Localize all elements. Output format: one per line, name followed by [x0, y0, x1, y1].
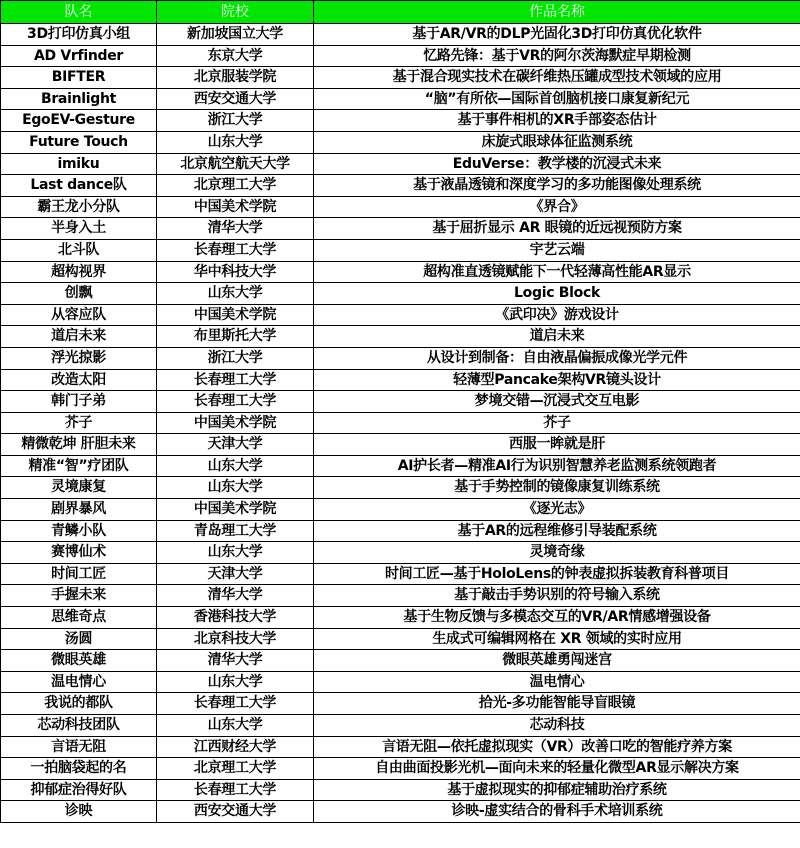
- cell-work: 基于AR的远程维修引导装配系统: [314, 520, 800, 542]
- cell-school: 香港科技大学: [157, 607, 314, 629]
- cell-school: 华中科技大学: [157, 261, 314, 283]
- cell-school: 北京航空航天大学: [157, 153, 314, 175]
- cell-school: 中国美术学院: [157, 196, 314, 218]
- cell-team: Last dance队: [1, 175, 157, 197]
- cell-team: 从容应队: [1, 304, 157, 326]
- cell-team: 抑郁症治得好队: [1, 779, 157, 801]
- cell-school: 北京理工大学: [157, 758, 314, 780]
- cell-work: 基于AR/VR的DLP光固化3D打印仿真优化软件: [314, 24, 800, 46]
- cell-team: 韩门子弟: [1, 391, 157, 413]
- table-row: [1, 88, 800, 110]
- table-row: [1, 239, 800, 261]
- header-work: 作品名称: [314, 1, 800, 24]
- cell-work: 基于液晶透镜和深度学习的多功能图像处理系统: [314, 175, 800, 197]
- table-row: [1, 261, 800, 283]
- table-row: [1, 434, 800, 456]
- table-row: [1, 24, 800, 46]
- cell-team: 我说的都队: [1, 693, 157, 715]
- cell-work: 灵境奇缘: [314, 542, 800, 564]
- table-row: [1, 715, 800, 737]
- table-row: [1, 67, 800, 89]
- cell-team: 精准“智”疗团队: [1, 455, 157, 477]
- table-row: [1, 283, 800, 305]
- cell-school: 中国美术学院: [157, 304, 314, 326]
- cell-school: 西安交通大学: [157, 88, 314, 110]
- cell-school: 长春理工大学: [157, 239, 314, 261]
- table-row: [1, 563, 800, 585]
- cell-team: AD Vrfinder: [1, 45, 157, 67]
- cell-work: 芥子: [314, 412, 800, 434]
- cell-work: 自由曲面投影光机—面向未来的轻量化微型AR显示解决方案: [314, 758, 800, 780]
- cell-team: 思维奇点: [1, 607, 157, 629]
- table-row: [1, 628, 800, 650]
- table-row: [1, 542, 800, 564]
- cell-team: Brainlight: [1, 88, 157, 110]
- table-row: [1, 110, 800, 132]
- cell-team: 北斗队: [1, 239, 157, 261]
- table-row: [1, 196, 800, 218]
- cell-team: 手握未来: [1, 585, 157, 607]
- cell-work: 基于敲击手势识别的符号输入系统: [314, 585, 800, 607]
- table-row: [1, 585, 800, 607]
- cell-team: 创飘: [1, 283, 157, 305]
- header-school: 院校: [157, 1, 314, 24]
- table-body: [1, 24, 800, 823]
- table-row: [1, 801, 800, 823]
- table-row: [1, 455, 800, 477]
- cell-work: 基于混合现实技术在碳纤维热压罐成型技术领域的应用: [314, 67, 800, 89]
- cell-school: 山东大学: [157, 715, 314, 737]
- cell-school: 中国美术学院: [157, 499, 314, 521]
- cell-team: 精微乾坤 肝胆未来: [1, 434, 157, 456]
- header-row: [1, 1, 800, 24]
- cell-team: 赛博仙术: [1, 542, 157, 564]
- table-row: [1, 326, 800, 348]
- cell-team: 半身入土: [1, 218, 157, 240]
- table-row: [1, 218, 800, 240]
- cell-team: 芯动科技团队: [1, 715, 157, 737]
- cell-school: 山东大学: [157, 542, 314, 564]
- cell-school: 中国美术学院: [157, 412, 314, 434]
- cell-work: 西服一眸就是肝: [314, 434, 800, 456]
- table-row: [1, 607, 800, 629]
- cell-team: 灵境康复: [1, 477, 157, 499]
- cell-school: 新加坡国立大学: [157, 24, 314, 46]
- cell-team: 超构视界: [1, 261, 157, 283]
- cell-school: 布里斯托大学: [157, 326, 314, 348]
- cell-work: 梦境交错—沉浸式交互电影: [314, 391, 800, 413]
- cell-work: 从设计到制备：自由液晶偏振成像光学元件: [314, 347, 800, 369]
- cell-work: 基于屈折显示 AR 眼镜的近远视预防方案: [314, 218, 800, 240]
- cell-work: 《界合》: [314, 196, 800, 218]
- cell-school: 山东大学: [157, 671, 314, 693]
- table-row: [1, 671, 800, 693]
- cell-team: 改造太阳: [1, 369, 157, 391]
- cell-work: 微眼英雄勇闯迷宫: [314, 650, 800, 672]
- table-row: [1, 779, 800, 801]
- cell-work: 忆路先锋：基于VR的阿尔茨海默症早期检测: [314, 45, 800, 67]
- cell-work: 《逐光志》: [314, 499, 800, 521]
- cell-team: 霸王龙小分队: [1, 196, 157, 218]
- table-row: [1, 391, 800, 413]
- cell-team: 一拍脑袋起的名: [1, 758, 157, 780]
- cell-school: 长春理工大学: [157, 391, 314, 413]
- cell-school: 北京科技大学: [157, 628, 314, 650]
- cell-school: 山东大学: [157, 131, 314, 153]
- table-row: [1, 693, 800, 715]
- cell-team: Future Touch: [1, 131, 157, 153]
- cell-school: 长春理工大学: [157, 779, 314, 801]
- cell-work: 基于生物反馈与多模态交互的VR/AR情感增强设备: [314, 607, 800, 629]
- cell-work: 宇艺云端: [314, 239, 800, 261]
- cell-work: EduVerse：教学楼的沉浸式未来: [314, 153, 800, 175]
- cell-school: 长春理工大学: [157, 369, 314, 391]
- cell-work: 床旋式眼球体征监测系统: [314, 131, 800, 153]
- cell-school: 天津大学: [157, 563, 314, 585]
- table-row: [1, 153, 800, 175]
- table-row: [1, 736, 800, 758]
- table-row: [1, 369, 800, 391]
- cell-work: 道启未来: [314, 326, 800, 348]
- cell-work: 言语无阻—依托虚拟现实（VR）改善口吃的智能疗养方案: [314, 736, 800, 758]
- table-row: [1, 412, 800, 434]
- table-row: [1, 131, 800, 153]
- cell-school: 山东大学: [157, 283, 314, 305]
- cell-team: 微眼英雄: [1, 650, 157, 672]
- cell-school: 清华大学: [157, 218, 314, 240]
- cell-school: 江西财经大学: [157, 736, 314, 758]
- cell-team: imiku: [1, 153, 157, 175]
- cell-work: 基于手势控制的镜像康复训练系统: [314, 477, 800, 499]
- cell-work: 生成式可编辑网格在 XR 领域的实时应用: [314, 628, 800, 650]
- cell-school: 浙江大学: [157, 347, 314, 369]
- table-row: [1, 304, 800, 326]
- table-row: [1, 758, 800, 780]
- table-row: [1, 45, 800, 67]
- cell-team: 浮光掠影: [1, 347, 157, 369]
- cell-team: 剧界暴风: [1, 499, 157, 521]
- cell-school: 天津大学: [157, 434, 314, 456]
- cell-work: 芯动科技: [314, 715, 800, 737]
- cell-school: 山东大学: [157, 455, 314, 477]
- cell-work: 拾光-多功能智能导盲眼镜: [314, 693, 800, 715]
- table-row: [1, 650, 800, 672]
- cell-work: “脑”有所依—国际首创脑机接口康复新纪元: [314, 88, 800, 110]
- cell-school: 北京服装学院: [157, 67, 314, 89]
- cell-work: 超构准直透镜赋能下一代轻薄高性能AR显示: [314, 261, 800, 283]
- header-team: 队名: [1, 1, 157, 24]
- cell-team: 3D打印仿真小组: [1, 24, 157, 46]
- cell-team: 芥子: [1, 412, 157, 434]
- cell-team: 道启未来: [1, 326, 157, 348]
- cell-team: 汤圆: [1, 628, 157, 650]
- cell-school: 青岛理工大学: [157, 520, 314, 542]
- cell-team: 诊映: [1, 801, 157, 823]
- cell-team: BIFTER: [1, 67, 157, 89]
- cell-team: 时间工匠: [1, 563, 157, 585]
- table-row: [1, 347, 800, 369]
- cell-school: 长春理工大学: [157, 693, 314, 715]
- cell-team: EgoEV-Gesture: [1, 110, 157, 132]
- table-row: [1, 499, 800, 521]
- cell-team: 青鳞小队: [1, 520, 157, 542]
- cell-work: 轻薄型Pancake架构VR镜头设计: [314, 369, 800, 391]
- cell-school: 北京理工大学: [157, 175, 314, 197]
- cell-school: 山东大学: [157, 477, 314, 499]
- cell-work: 《武印决》游戏设计: [314, 304, 800, 326]
- cell-team: 言语无阻: [1, 736, 157, 758]
- cell-work: 时间工匠—基于HoloLens的钟表虚拟拆装教育科普项目: [314, 563, 800, 585]
- cell-work: 基于虚拟现实的抑郁症辅助治疗系统: [314, 779, 800, 801]
- cell-school: 西安交通大学: [157, 801, 314, 823]
- cell-team: 温电情心: [1, 671, 157, 693]
- table-row: [1, 477, 800, 499]
- table-row: [1, 520, 800, 542]
- cell-work: Logic Block: [314, 283, 800, 305]
- cell-work: 基于事件相机的XR手部姿态估计: [314, 110, 800, 132]
- cell-school: 浙江大学: [157, 110, 314, 132]
- table-row: [1, 175, 800, 197]
- cell-work: 诊映-虚实结合的骨科手术培训系统: [314, 801, 800, 823]
- cell-school: 清华大学: [157, 585, 314, 607]
- cell-school: 东京大学: [157, 45, 314, 67]
- cell-work: AI护长者—精准AI行为识别智慧养老监测系统领跑者: [314, 455, 800, 477]
- cell-school: 清华大学: [157, 650, 314, 672]
- cell-work: 温电情心: [314, 671, 800, 693]
